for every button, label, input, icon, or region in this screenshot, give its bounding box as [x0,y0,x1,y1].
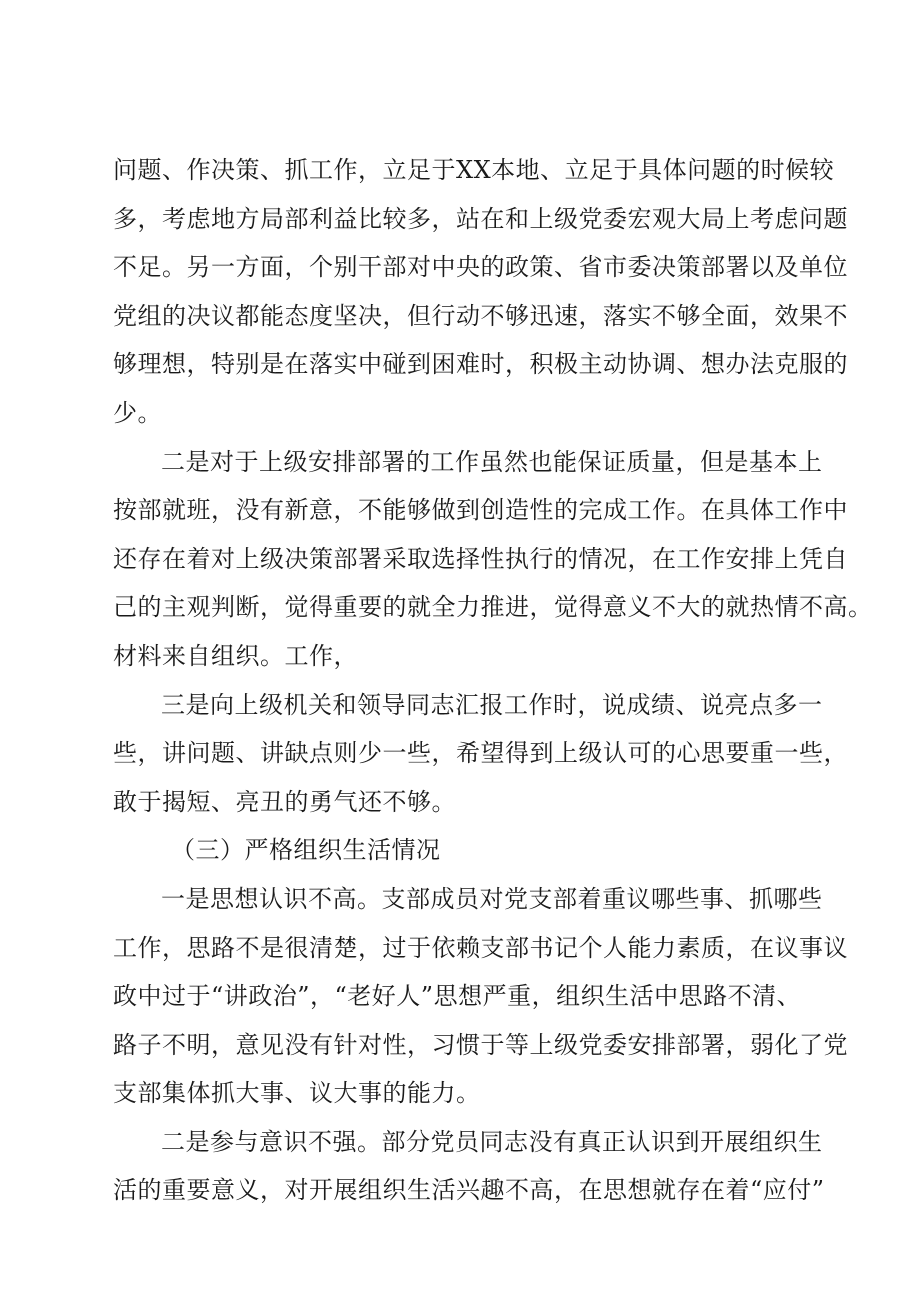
text-line: 多，考虑地方局部利益比较多，站在和上级党委宏观大局上考虑问题 [113,204,848,233]
text-line: 还存在着对上级决策部署采取选择性执行的情况，在工作安排上凭自 [113,544,848,573]
section-heading: （三）严格组织生活情况 [171,836,441,865]
text-line: 问题、作决策、抓工作，立足于XX本地、立足于具体问题的时候较 [113,156,835,184]
text-line: 支部集体抓大事、议大事的能力。 [113,1079,481,1108]
text-line: 按部就班，没有新意，不能够做到创造性的完成工作。在具体工作中 [113,496,848,525]
text-line: 路子不明，意见没有针对性，习惯于等上级党委安排部署，弱化了党 [113,1030,848,1059]
paragraph-start-line: 一是思想认识不高。支部成员对党支部着重议哪些事、抓哪些 [161,884,823,913]
text-line: 够理想，特别是在落实中碰到困难时，积极主动协调、想办法克服的 [113,350,848,379]
text-line: 材料来自组织。工作， [113,641,358,670]
text-line: 己的主观判断，觉得重要的就全力推进，觉得意义不大的就热情不高。 [113,593,873,622]
text-line: 政中过于“讲政治”，“老好人”思想严重，组织生活中思路不清、 [113,982,802,1011]
text-line: 敢于揭短、亮丑的勇气还不够。 [113,787,456,816]
body-text [113,152,873,1221]
text-line: 少。 [113,398,162,427]
text-line: 工作，思路不是很清楚，过于依赖支部书记个人能力素质，在议事议 [113,933,848,962]
text-line: 不足。另一方面，个别干部对中央的政策、省市委决策部署以及单位 [113,253,848,282]
paragraph-start-line: 二是对于上级安排部署的工作虽然也能保证质量，但是基本上 [161,447,823,476]
paragraph-start-line: 二是参与意识不强。部分党员同志没有真正认识到开展组织生 [161,1127,823,1156]
paragraph-start-line: 三是向上级机关和领导同志汇报工作时，说成绩、说亮点多一 [161,690,823,719]
text-line: 些，讲问题、讲缺点则少一些，希望得到上级认可的心思要重一些， [113,739,848,768]
text-line: 活的重要意义，对开展组织生活兴趣不高，在思想就存在着“应付” [113,1176,825,1205]
text-line: 党组的决议都能态度坚决，但行动不够迅速，落实不够全面，效果不 [113,301,848,330]
